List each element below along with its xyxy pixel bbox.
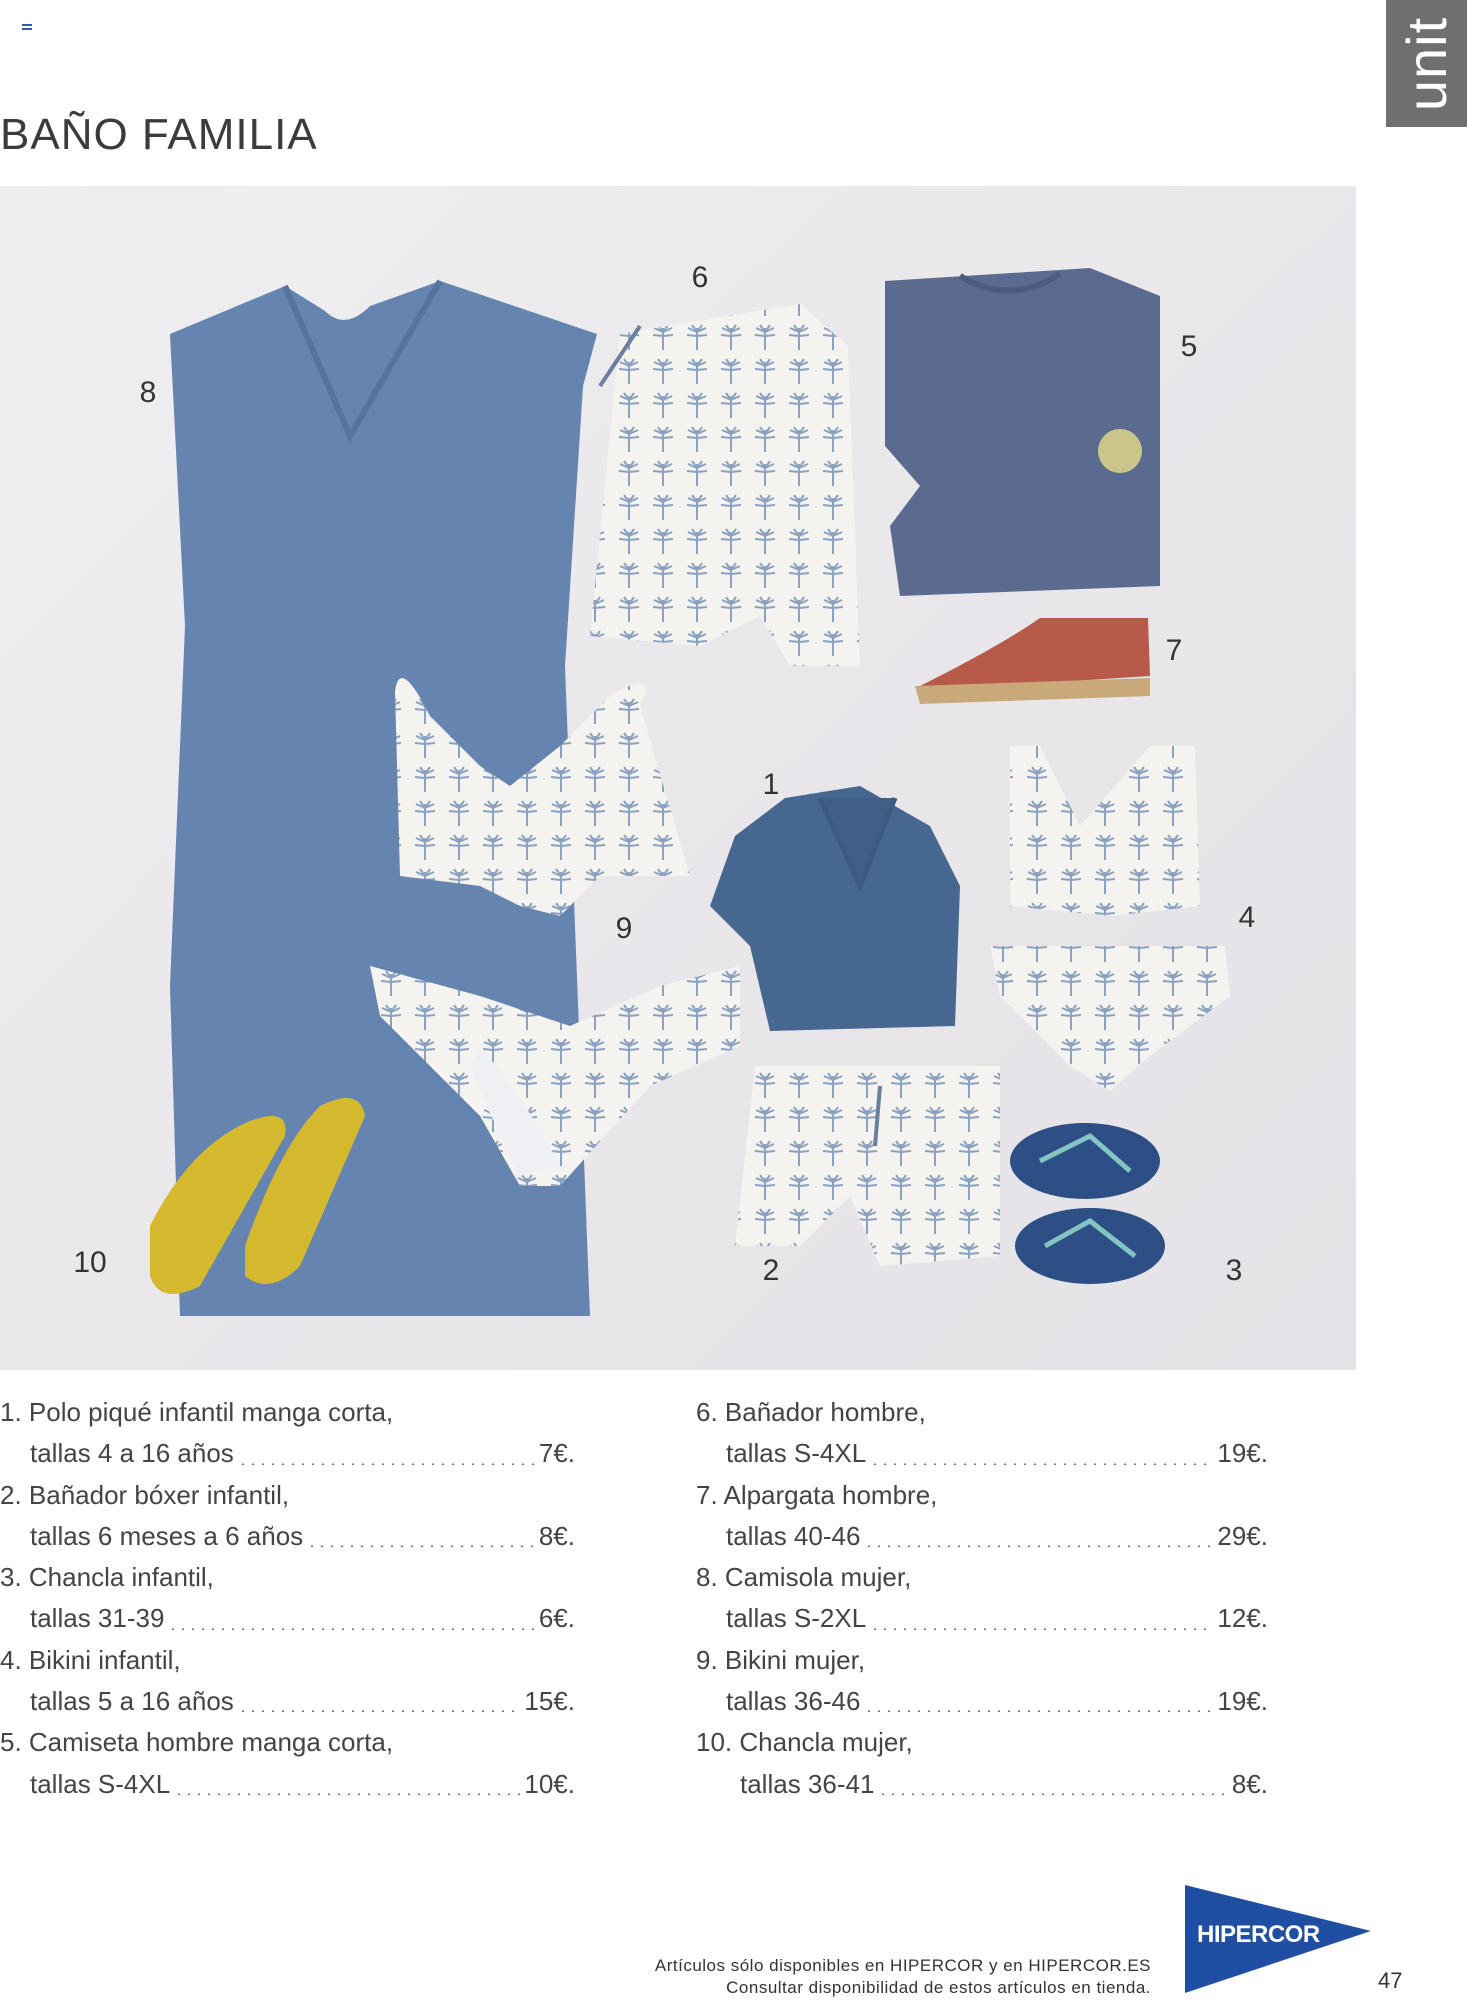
product-name: 10. Chancla mujer, (696, 1727, 913, 1758)
photo-label-3: 3 (1225, 1254, 1243, 1287)
list-item (0, 1475, 575, 1558)
product-price: 29€. (1217, 1520, 1268, 1551)
leader-dots (307, 1545, 535, 1547)
leader-dots (864, 1545, 1213, 1547)
leader-dots (864, 1710, 1213, 1712)
photo-label-4: 4 (1238, 901, 1256, 934)
photo-label-9: 9 (615, 912, 633, 945)
product-photo (0, 186, 1356, 1370)
leader-dots (870, 1628, 1213, 1630)
photo-label-7: 7 (1165, 634, 1183, 667)
product-sizes: tallas 36-46 (726, 1686, 861, 1717)
product-sizes: tallas 36-41 (740, 1768, 875, 1799)
photo-label-5: 5 (1180, 330, 1198, 363)
list-item (696, 1475, 1268, 1558)
product-sizes: tallas 4 a 16 años (30, 1438, 234, 1469)
product-name: 2. Bañador bóxer infantil, (0, 1479, 290, 1510)
product-sizes: tallas 40-46 (726, 1520, 861, 1551)
list-item (696, 1392, 1268, 1475)
menu-icon[interactable] (22, 24, 32, 32)
product-name: 1. Polo piqué infantil manga corta, (0, 1397, 394, 1427)
product-price: 10€. (524, 1768, 575, 1799)
product-list-right (696, 1392, 1268, 1805)
product-price: 8€. (1231, 1768, 1268, 1799)
product-price: 15€. (524, 1686, 575, 1717)
photo-label-8: 8 (139, 376, 157, 409)
product-price: 8€. (538, 1520, 575, 1551)
product-price: 19€. (1217, 1438, 1268, 1469)
leader-dots (238, 1710, 521, 1712)
product-price: 19€. (1217, 1686, 1268, 1717)
product-price: 6€. (538, 1603, 575, 1634)
list-item (696, 1722, 1268, 1805)
hipercor-logo (1183, 1883, 1373, 1995)
product-sizes: tallas 6 meses a 6 años (30, 1520, 304, 1551)
leader-dots (878, 1793, 1227, 1795)
list-item (0, 1640, 575, 1723)
product-price: 12€. (1217, 1603, 1268, 1634)
brand-tab (1386, 0, 1467, 127)
availability-note-line2: Consultar disponibilidad de estos artículos en tienda. (726, 1978, 1151, 1997)
product-name: 5. Camiseta hombre manga corta, (0, 1727, 394, 1758)
product-sizes: tallas S-4XL (726, 1438, 867, 1469)
product-name: 7. Alpargata hombre, (696, 1479, 938, 1510)
photo-label-1: 1 (762, 768, 780, 801)
photo-label-10: 10 (73, 1246, 107, 1279)
logo-text: HIPERCOR (1197, 1921, 1320, 1948)
list-item (0, 1557, 575, 1640)
product-name: 3. Chancla infantil, (0, 1562, 214, 1593)
list-item (696, 1640, 1268, 1723)
product-sizes: tallas S-4XL (30, 1768, 171, 1799)
product-price: 7€. (538, 1438, 575, 1469)
page-number: 47 (1378, 1968, 1403, 1993)
product-name: 8. Camisola mujer, (696, 1562, 912, 1593)
availability-note (655, 1955, 1151, 1999)
leader-dots (238, 1463, 535, 1465)
product-sizes: tallas S-2XL (726, 1603, 867, 1634)
product-list-left (0, 1392, 575, 1805)
leader-dots (174, 1793, 520, 1795)
list-item (0, 1722, 575, 1805)
product-name: 6. Bañador hombre, (696, 1397, 926, 1427)
photo-label-6: 6 (691, 261, 709, 294)
product-name: 9. Bikini mujer, (696, 1644, 866, 1675)
leader-dots (870, 1463, 1213, 1465)
page-title: BAÑO FAMILIA (0, 110, 318, 159)
product-sizes: tallas 31-39 (30, 1603, 165, 1634)
product-name: 4. Bikini infantil, (0, 1644, 181, 1675)
availability-note-line1: Artículos sólo disponibles en HIPERCOR y en HIPERCOR.ES (654, 1956, 1151, 1975)
leader-dots (168, 1628, 534, 1630)
list-item (696, 1557, 1268, 1640)
product-illustration (0, 186, 1356, 1370)
photo-label-2: 2 (762, 1254, 780, 1287)
brand-logo-text: unit (1394, 16, 1458, 111)
product-sizes: tallas 5 a 16 años (30, 1686, 234, 1717)
list-item (0, 1392, 575, 1475)
